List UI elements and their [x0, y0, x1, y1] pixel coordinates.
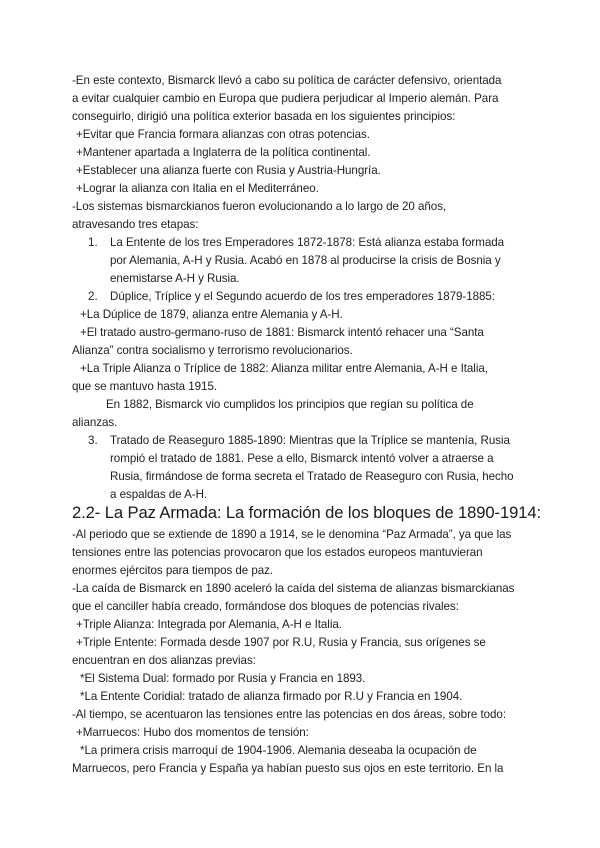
morocco-item: +Marruecos: Hubo dos momentos de tensión:	[76, 726, 309, 739]
principle-item: +Establecer una alianza fuerte con Rusia y Austria-Hungría.	[76, 164, 381, 177]
stage-2-item: +El tratado austro-germano-ruso de 1881: Bismarck intentó rehacer una “Santa	[80, 326, 484, 339]
stage-1-line: enemistarse A-H y Rusia.	[110, 272, 240, 285]
systems-intro-line: -Los sistemas bismarckianos fueron evolucionando a lo largo de 20 años,	[72, 200, 447, 213]
paz-armada-line: -La caída de Bismarck en 1890 aceleró la caída del sistema de alianzas bismarckianas	[72, 582, 515, 595]
stage-3-line: a espaldas de A-H.	[110, 488, 208, 501]
paz-armada-line: -Al periodo que se extiende de 1890 a 1914, se le denomina “Paz Armada”, ya que las	[72, 528, 512, 541]
principle-item: +Evitar que Francia formara alianzas con otras potencias.	[76, 128, 370, 141]
principle-item: +Mantener apartada a Inglaterra de la política continental.	[76, 146, 371, 159]
stage-3-line: Tratado de Reaseguro 1885-1890: Mientras que la Tríplice se mantenía, Rusia	[110, 434, 510, 447]
paz-armada-line: enormes ejércitos para tiempos de paz.	[72, 564, 274, 577]
intro-line: -En este contexto, Bismarck llevó a cabo su política de carácter defensivo, orientada	[72, 74, 502, 87]
tensions-intro: -Al tiempo, se acentuaron las tensiones entre las potencias en dos áreas, sobre todo:	[72, 708, 506, 721]
previous-alliance-item: *La Entente Coridial: tratado de alianza firmado por R.U y Francia en 1904.	[80, 690, 463, 703]
first-crisis-line: Marruecos, pero Francia y España ya habían puesto sus ojos en este territorio. En la	[72, 762, 504, 775]
paz-armada-line: que el canciller había creado, formándose dos bloques de potencias rivales:	[72, 600, 459, 613]
intro-line: a evitar cualquier cambio en Europa que pudiera perjudicar al Imperio alemán. Para	[72, 92, 499, 105]
principle-item: +Lograr la alianza con Italia en el Mediterráneo.	[76, 182, 319, 195]
stage-2-note: alianzas.	[72, 416, 118, 429]
bloc-item: +Triple Alianza: Integrada por Alemania, A-H e Italia.	[76, 618, 342, 631]
stage-2-item: Alianza” contra socialismo y terrorismo revolucionarios.	[72, 344, 353, 357]
stage-1-line: La Entente de los tres Emperadores 1872-1878: Está alianza estaba formada	[110, 236, 505, 249]
stage-2-line: Dúplice, Tríplice y el Segundo acuerdo de los tres emperadores 1879-1885:	[110, 290, 495, 303]
bloc-item: encuentran en dos alianzas previas:	[72, 654, 256, 667]
stage-3-line: rompió el tratado de 1881. Pese a ello, Bismarck intentó volver a atraerse a	[110, 452, 494, 465]
first-crisis-line: *La primera crisis marroquí de 1904-1906. Alemania deseaba la ocupación de	[80, 744, 477, 757]
stage-3-line: Rusia, firmándose de forma secreta el Tratado de Reaseguro con Rusia, hecho	[110, 470, 514, 483]
stage-2-item: +La Dúplice de 1879, alianza entre Alemania y A-H.	[80, 308, 343, 321]
stage-1-line: por Alemania, A-H y Rusia. Acabó en 1878 al producirse la crisis de Bosnia y	[110, 254, 501, 267]
stage-2-note: En 1882, Bismarck vio cumplidos los principios que regían su política de	[106, 398, 474, 411]
list-number: 3.	[88, 434, 98, 447]
stage-2-item: que se mantuvo hasta 1915.	[72, 380, 218, 393]
bloc-item: +Triple Entente: Formada desde 1907 por R.U, Rusia y Francia, sus orígenes se	[76, 636, 486, 649]
intro-line: conseguirlo, dirigió una política exterior basada en los siguientes principios:	[72, 110, 456, 123]
systems-intro-line: atravesando tres etapas:	[72, 218, 199, 231]
list-number: 2.	[88, 290, 98, 303]
stage-2-item: +La Triple Alianza o Tríplice de 1882: Alianza militar entre Alemania, A-H e Italia,	[80, 362, 488, 375]
previous-alliance-item: *El Sistema Dual: formado por Rusia y Francia en 1893.	[80, 672, 366, 685]
list-number: 1.	[88, 236, 98, 249]
section-heading: 2.2- La Paz Armada: La formación de los bloques de 1890-1914:	[72, 503, 541, 522]
paz-armada-line: tensiones entre las potencias provocaron que los estados europeos mantuvieran	[72, 546, 483, 559]
